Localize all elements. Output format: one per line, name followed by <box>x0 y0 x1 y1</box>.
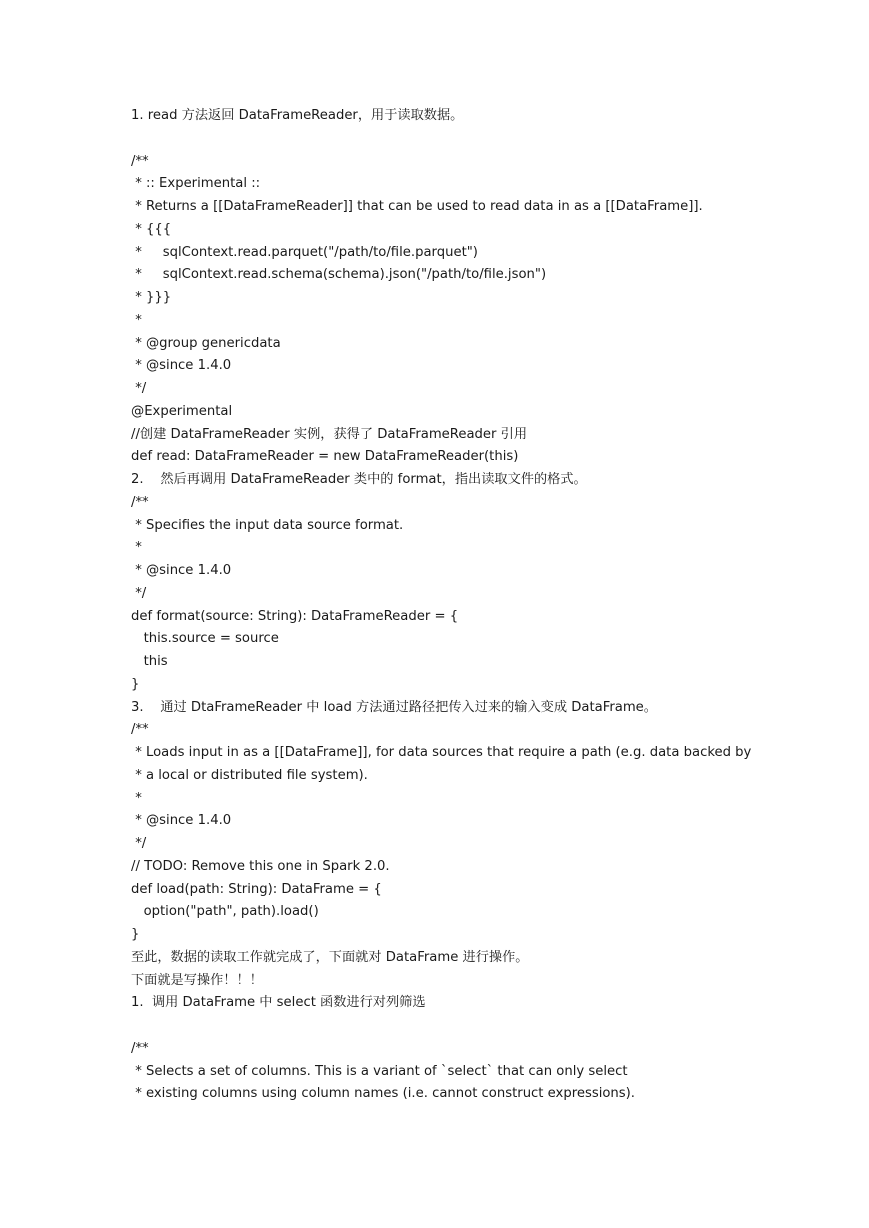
code-line: * @group genericdata <box>131 335 281 351</box>
code-line: */ <box>131 836 147 851</box>
code-line: * a local or distributed file system). <box>131 767 368 783</box>
code-line: * Returns a [[DataFrameReader]] that can be used to read data in as a [[DataFrame]]. <box>131 199 703 214</box>
code-line: * @since 1.4.0 <box>131 813 232 829</box>
code-comment-line: //创建 DataFrameReader 实例，获得了 DataFrameReader 引用 <box>131 426 528 442</box>
code-line: } <box>131 927 140 942</box>
code-line: * Specifies the input data source format. <box>131 517 404 533</box>
heading-step-1-read: 1. read 方法返回 DataFrameReader，用于读取数据。 <box>131 108 464 123</box>
code-line: /** <box>131 722 149 738</box>
code-line: this <box>131 654 168 669</box>
code-line: * :: Experimental :: <box>131 176 261 192</box>
code-line: /** <box>131 1040 149 1056</box>
code-line: * {{{ <box>131 221 172 237</box>
heading-write-step-1-select: 1. 调用 DataFrame 中 select 函数进行对列筛选 <box>131 995 426 1011</box>
code-line: this.source = source <box>131 631 279 647</box>
code-line: * existing columns using column names (i.e. cannot construct expressions). <box>131 1086 636 1102</box>
heading-step-3-load: 3. 通过 DtaFrameReader 中 load 方法通过路径把传入过来的输入变成 DataFrame。 <box>131 699 657 715</box>
code-line: } <box>131 676 140 692</box>
code-line: option("path", path).load() <box>131 904 319 920</box>
code-comment-line: // TODO: Remove this one in Spark 2.0. <box>131 858 390 874</box>
code-line: /** <box>131 153 149 169</box>
code-line: def format(source: String): DataFrameReader = { <box>131 608 459 624</box>
code-line: def read: DataFrameReader = new DataFrameReader(this) <box>131 449 519 465</box>
code-line: * }}} <box>131 290 172 305</box>
code-line: * <box>131 540 142 556</box>
code-line: * @since 1.4.0 <box>131 358 232 374</box>
code-line: def load(path: String): DataFrame = { <box>131 881 382 897</box>
code-line: * Loads input in as a [[DataFrame]], for data sources that require a path (e.g. data backed by <box>131 745 752 760</box>
code-line: * sqlContext.read.schema(schema).json("/path/to/file.json") <box>131 267 547 283</box>
blank-line <box>131 1015 831 1038</box>
code-line: */ <box>131 381 147 396</box>
blank-line <box>131 128 831 151</box>
code-line: * <box>131 790 142 806</box>
heading-step-2-format: 2. 然后再调用 DataFrameReader 类中的 format，指出读取文件的格式。 <box>131 472 587 487</box>
paragraph-summary: 至此，数据的读取工作就完成了，下面就对 DataFrame 进行操作。 <box>131 949 529 965</box>
code-line: * @since 1.4.0 <box>131 563 232 578</box>
code-line: * <box>131 312 142 328</box>
code-line: @Experimental <box>131 403 233 419</box>
paragraph-write-intro: 下面就是写操作！！！ <box>131 972 263 988</box>
document-body <box>131 105 831 1106</box>
code-line: * Selects a set of columns. This is a variant of `select` that can only select <box>131 1063 628 1079</box>
code-line: * sqlContext.read.parquet("/path/to/file.parquet") <box>131 244 478 260</box>
code-line: */ <box>131 585 147 601</box>
code-line: /** <box>131 494 149 510</box>
